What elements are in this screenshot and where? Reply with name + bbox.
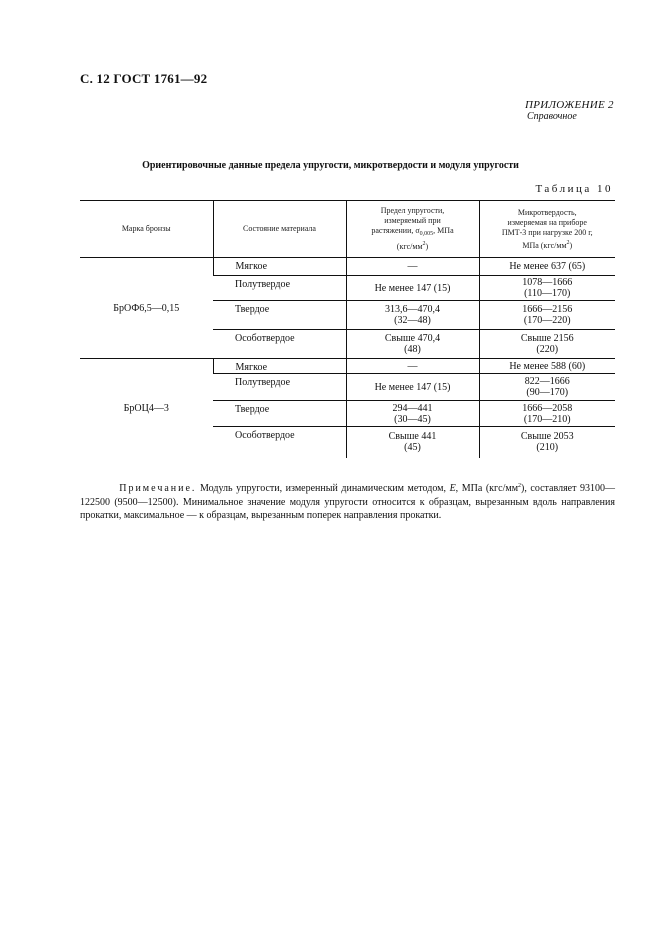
elastic-limit-cell [346,427,479,458]
state-cell: Полутвердое [213,374,346,401]
header-micro-line1: Микротвердость, [517,207,577,217]
header-elastic-line3a: растяжении, σ [371,226,420,235]
elastic-limit-value: — [407,360,418,372]
state-cell: Твердое [213,401,346,427]
elastic-limit-value: (32—48) [394,315,431,326]
table-note [80,480,615,523]
brand-cell: БрОФ6,5—0,15 [113,302,180,314]
header-state: Состояние материала [213,201,346,258]
elastic-limit-cell [346,401,479,427]
microhardness-cell [479,359,615,374]
header-elastic-line2: измеряемый при [384,216,441,225]
elastic-limit-value: (30—45) [394,413,431,425]
microhardness-value: 1666—2156 [522,304,573,315]
microhardness-cell [479,330,615,359]
microhardness-cell [479,276,615,301]
header-elastic-line4a: (кгс/мм [396,242,423,251]
note-text-a: Модуль упругости, измеренный динамическим методом, [196,483,450,494]
elastic-limit-value: Свыше 441 [388,431,437,443]
note-sup: 2 [518,483,522,489]
state-cell: Полутвердое [213,276,346,301]
header-micro-sup: 2 [566,239,570,246]
header-microhardness [479,201,615,258]
brand-cell: БрОЦ4—3 [80,359,213,458]
microhardness-value: 1078—1666 [522,277,573,288]
microhardness-cell [479,401,615,427]
microhardness-value: Не менее 588 (60) [509,360,586,372]
elastic-limit-value: Не менее 147 (15) [374,282,451,294]
microhardness-value: (170—220) [523,315,571,326]
microhardness-value: (170—210) [523,413,571,425]
sigma-subscript: 0,005 [419,231,434,237]
note-e-symbol: E [449,483,456,494]
microhardness-value: Свыше 2156 [520,333,574,344]
elastic-limit-cell [346,258,479,276]
elastic-limit-cell [346,359,479,374]
microhardness-value: (90—170) [526,387,569,398]
note-text-b: , МПа (кгс/мм [455,483,519,494]
header-micro-line2: измеряемая на приборе [507,217,587,227]
table-number-label: Таблица 10 [535,183,613,195]
microhardness-cell [479,427,615,458]
appendix-title: ПРИЛОЖЕНИЕ 2 [525,99,614,111]
microhardness-cell [479,258,615,276]
microhardness-value: (210) [536,442,559,454]
microhardness-value: (110—170) [524,288,571,299]
header-elastic-line3b: , МПа [433,226,454,235]
note-text-c: ), составляет 93100—122500 (9500—12500). Минимальное значение модуля упругости относится к образцам, вырезанным вдоль направления прокатки, максимальное — к образцам, вырезанным поперек направления прокатки. [80,483,616,521]
microhardness-value: 1666—2058 [522,402,573,414]
state-cell: Мягкое [213,359,346,374]
state-cell: Твердое [213,301,346,330]
elastic-limit-value: (48) [404,344,421,355]
elastic-limit-cell [346,301,479,330]
header-elastic-sup: 2 [422,241,426,247]
page-reference: С. 12 ГОСТ 1761—92 [80,71,208,86]
header-elastic-limit [346,201,479,258]
table-header-row [80,201,615,258]
elastic-limit-value: Не менее 147 (15) [374,381,451,393]
microhardness-value: 822—1666 [524,376,570,387]
microhardness-cell [479,301,615,330]
elastic-limit-value: 294—441 [392,402,433,414]
header-micro-line4b: ) [569,240,573,250]
elastic-limit-cell [346,276,479,301]
header-micro-line3: ПМТ-3 при нагрузке 200 г, [501,227,593,237]
elastic-limit-cell [346,374,479,401]
document-title: Ориентировочные данные предела упругости, микротвердости и модуля упругости [142,160,519,171]
elastic-limit-value: 313,6—470,4 [385,304,440,315]
table-row [80,359,615,374]
microhardness-value: (220) [536,344,559,355]
table-row [80,258,615,276]
elastic-limit-value: Свыше 470,4 [384,333,441,344]
microhardness-value: Не менее 637 (65) [509,261,586,272]
microhardness-value: Свыше 2053 [520,431,574,443]
microhardness-cell [479,374,615,401]
state-cell: Особотвердое [213,427,346,458]
appendix-subtitle: Справочное [527,111,577,122]
elastic-limit-value: (45) [404,442,421,454]
header-micro-line4a: МПа (кгс/мм [522,240,567,250]
header-elastic-line1: Предел упругости, [380,206,445,215]
properties-table [80,200,615,458]
elastic-limit-value: — [407,261,418,272]
header-brand: Марка бронзы [80,201,213,258]
note-label: Примечание. [119,483,197,494]
appendix-block [525,99,615,122]
header-elastic-line4b: ) [425,242,429,251]
state-cell: Мягкое [213,258,346,276]
elastic-limit-cell [346,330,479,359]
state-cell: Особотвердое [213,330,346,359]
